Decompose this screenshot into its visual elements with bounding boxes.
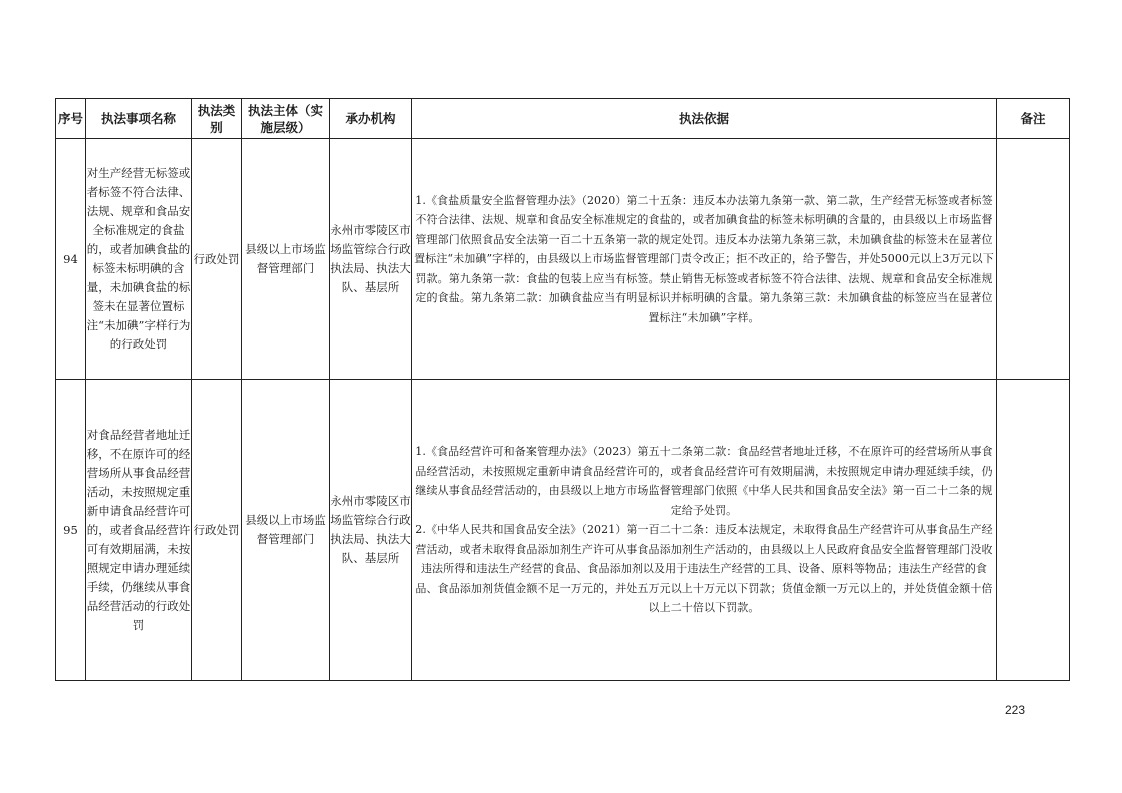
row-subject: 县级以上市场监督管理部门 (242, 139, 330, 380)
enforcement-table (55, 98, 1070, 681)
header-index: 序号 (56, 99, 86, 139)
row-index: 95 (56, 380, 86, 681)
row-index: 94 (56, 139, 86, 380)
table-header-row (56, 99, 1070, 139)
table-row (56, 380, 1070, 681)
page-number: 223 (1005, 703, 1026, 717)
row-note (997, 139, 1070, 380)
row-type: 行政处罚 (192, 139, 242, 380)
basis-paragraph: 1.《食品经营许可和备案管理办法》（2023）第五十二条第二款：食品经营者地址迁移，不在原许可的经营场所从事食品经营活动，未按照规定重新申请食品经营许可的，或者食品经营许可有效期届满，未按照规定申请办理延续手续，仍继续从事食品经营活动的，由县级以上地方市场监督管理部门依照《中华人民共和国食品安全法》第一百二十二条的规定给予处罚。 (415, 445, 993, 517)
row-basis (412, 380, 997, 681)
row-note (997, 380, 1070, 681)
header-subject: 执法主体（实施层级） (242, 99, 330, 139)
row-type: 行政处罚 (192, 380, 242, 681)
header-org: 承办机构 (330, 99, 412, 139)
basis-paragraph: 1.《食盐质量安全监督管理办法》（2020）第二十五条：违反本办法第九条第一款、第二款，生产经营无标签或者标签不符合法律、法规、规章和食品安全标准规定的食盐的，或者加碘食盐的标签未标明碘的含量的，由县级以上市场监督管理部门依照食品安全法第一百二十五条第一款的规定处罚。违反本办法第九条第三款，未加碘食盐的标签未在显著位置标注“未加碘”字样的，由县级以上市场监督管理部门责令改正；拒不改正的，给予警告，并处5000元以上3万元以下罚款。第九条第一款：食盐的包装上应当有标签。禁止销售无标签或者标签不符合法律、法规、规章和食品安全标准规定的食盐。第九条第二款：加碘食盐应当有明显标识并标明碘的含量。第九条第三款：未加碘食盐的标签应当在显著位置标注“未加碘”字样。 (414, 193, 994, 324)
header-name: 执法事项名称 (86, 99, 192, 139)
row-org: 永州市零陵区市场监管综合行政执法局、执法大队、基层所 (330, 380, 412, 681)
row-subject: 县级以上市场监督管理部门 (242, 380, 330, 681)
row-name: 对食品经营者地址迁移，不在原许可的经营场所从事食品经营活动，未按照规定重新申请食品经营许可的，或者食品经营许可有效期届满，未按照规定申请办理延续手续，仍继续从事食品经营活动的行政处罚 (86, 380, 192, 681)
row-org: 永州市零陵区市场监管综合行政执法局、执法大队、基层所 (330, 139, 412, 380)
header-basis: 执法依据 (412, 99, 997, 139)
header-note: 备注 (997, 99, 1070, 139)
header-type: 执法类别 (192, 99, 242, 139)
row-name: 对生产经营无标签或者标签不符合法律、法规、规章和食品安全标准规定的食盐的，或者加碘食盐的标签未标明碘的含量，未加碘食盐的标签未在显著位置标注“未加碘”字样行为的行政处罚 (86, 139, 192, 380)
table-row (56, 139, 1070, 380)
basis-paragraph: 2.《中华人民共和国食品安全法》（2021）第一百二十二条：违反本法规定，未取得食品生产经营许可从事食品生产经营活动，或者未取得食品添加剂生产许可从事食品添加剂生产活动的，由县级以上人民政府食品安全监督管理部门没收违法所得和违法生产经营的食品、食品添加剂以及用于违法生产经营的工具、设备、原料等物品；违法生产经营的食品、食品添加剂货值金额不足一万元的，并处五万元以上十万元以下罚款；货值金额一万元以上的，并处货值金额十倍以上二十倍以下罚款。 (415, 523, 993, 615)
row-basis (412, 139, 997, 380)
